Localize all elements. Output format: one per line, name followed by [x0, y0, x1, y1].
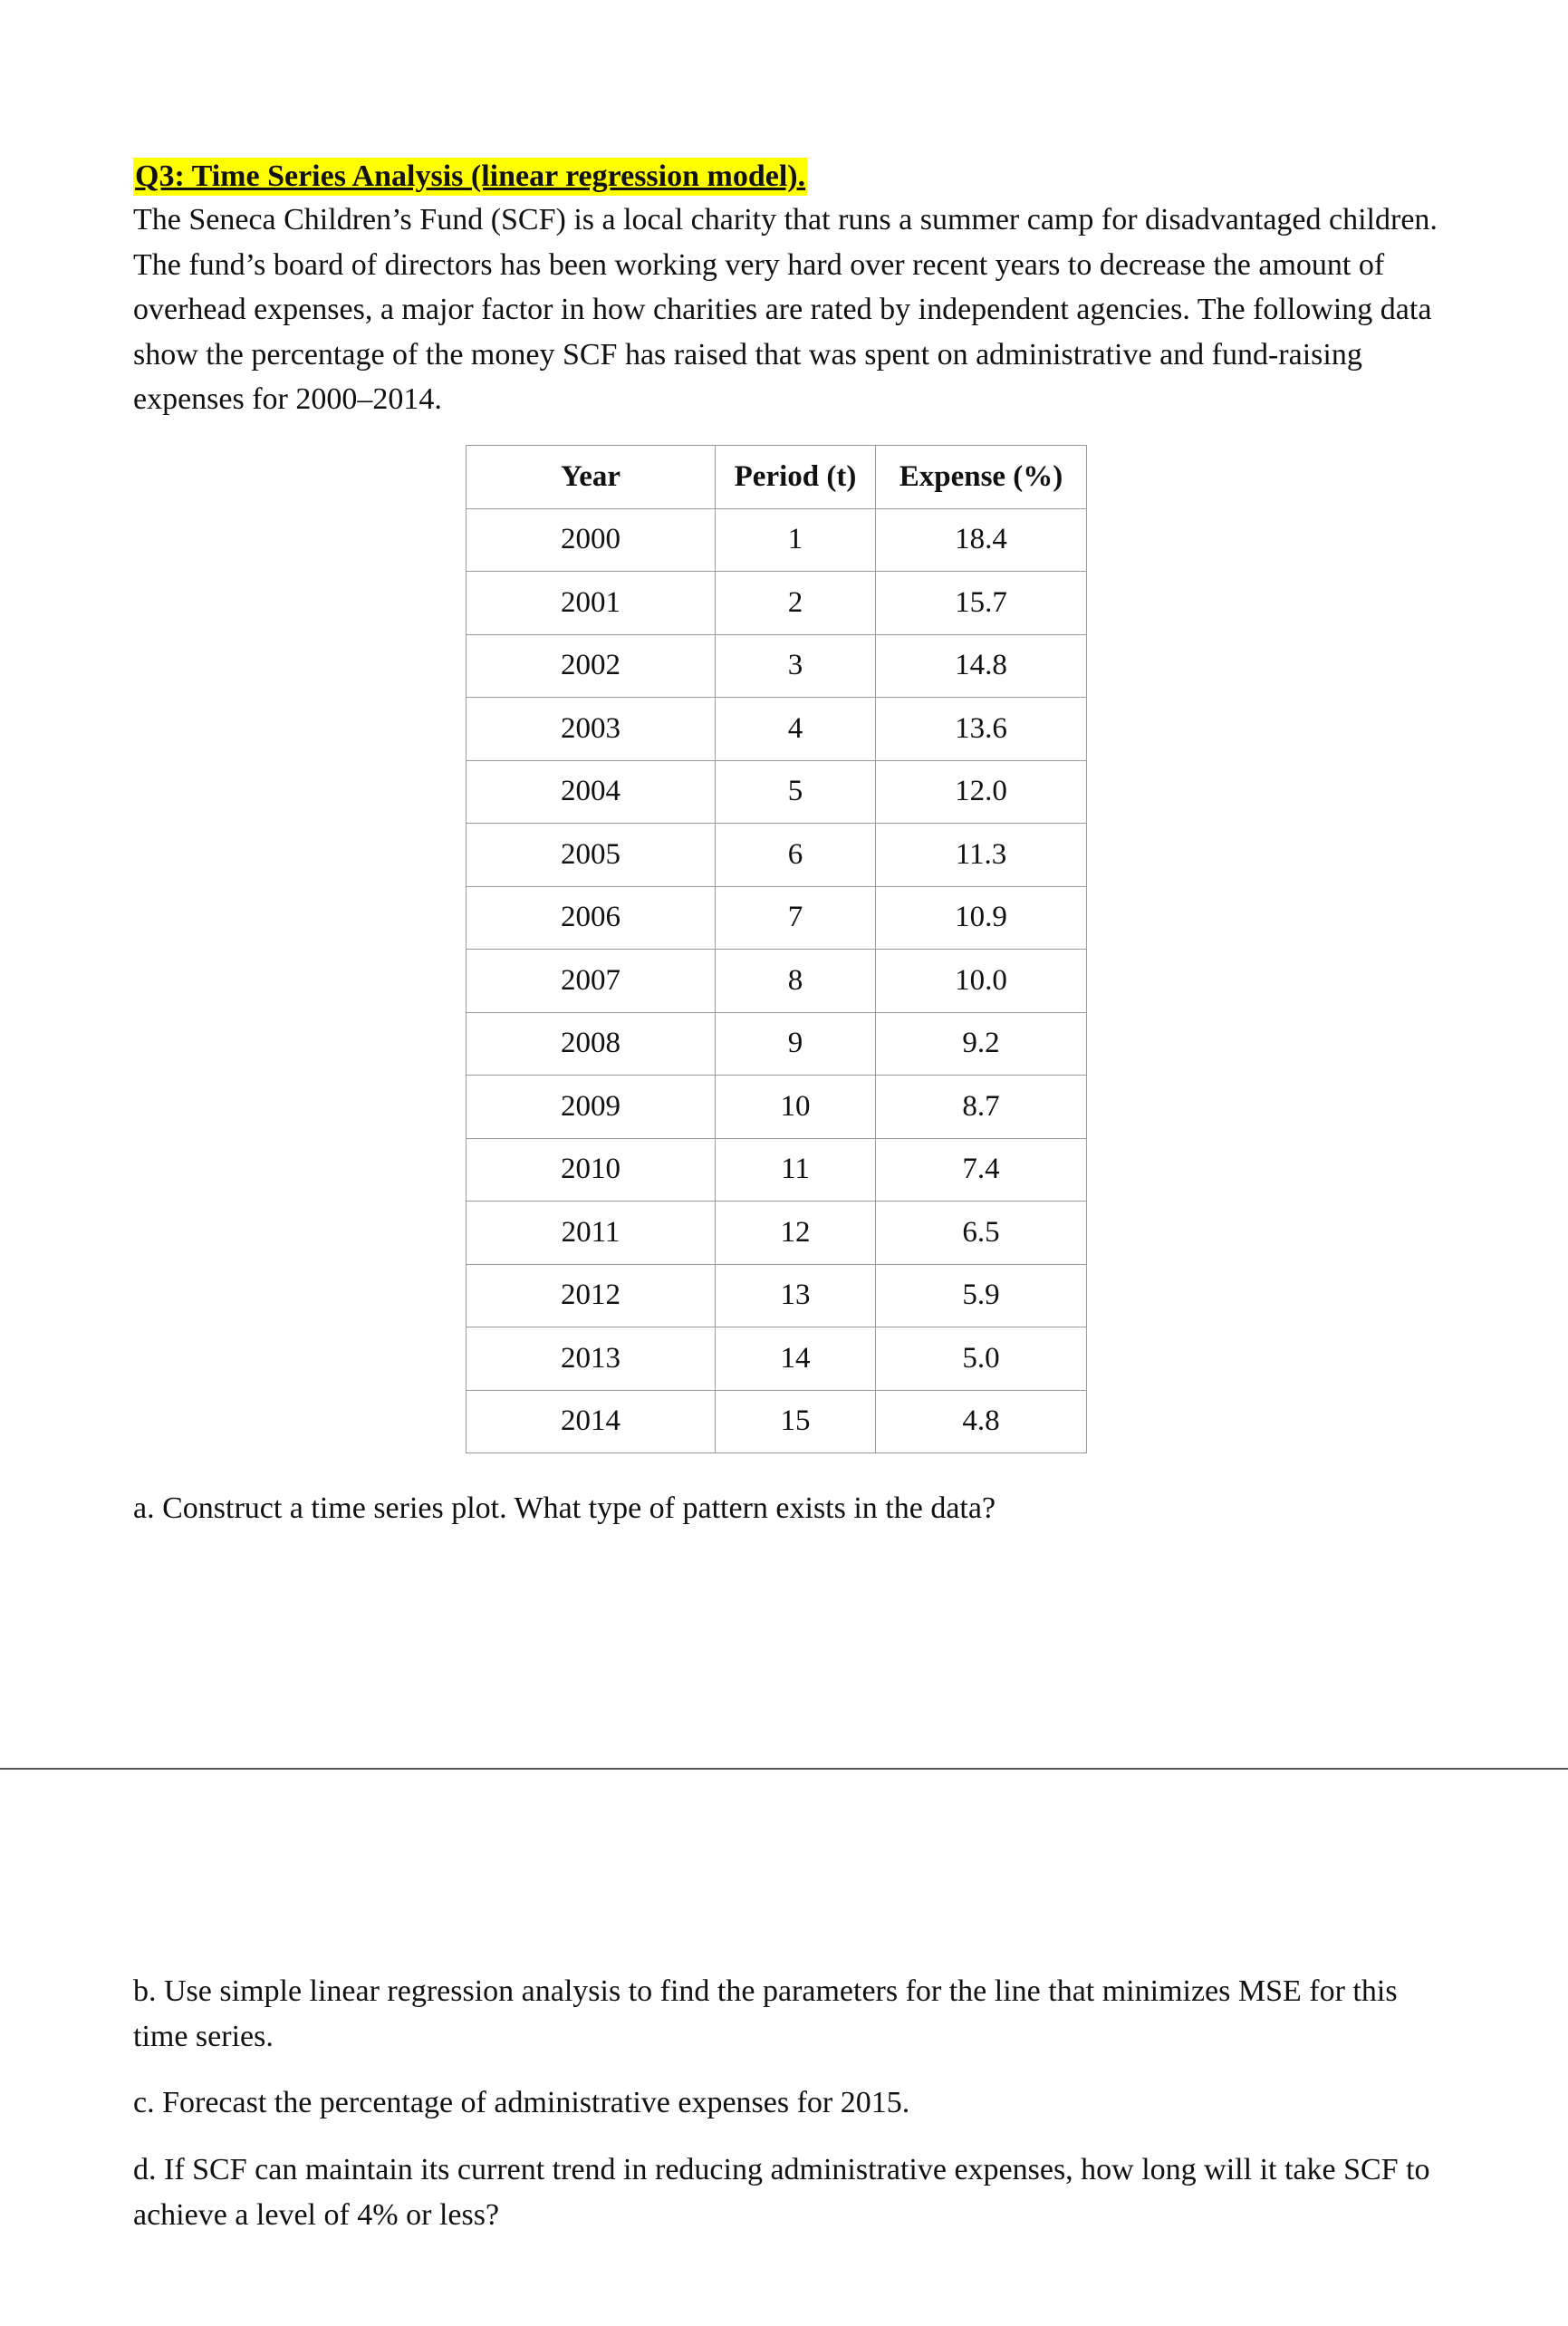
cell-year: 2007	[467, 950, 716, 1013]
table-row	[467, 508, 1087, 572]
cell-period: 7	[716, 886, 876, 950]
cell-expense: 12.0	[876, 760, 1087, 824]
question-a: a. Construct a time series plot. What type of pattern exists in the data?	[133, 1491, 996, 1525]
cell-year: 2002	[467, 634, 716, 698]
table-row	[467, 1264, 1087, 1327]
cell-period: 1	[716, 508, 876, 572]
cell-year: 2003	[467, 698, 716, 761]
table-row	[467, 1138, 1087, 1202]
cell-year: 2008	[467, 1012, 716, 1076]
cell-period: 12	[716, 1202, 876, 1265]
table-row	[467, 760, 1087, 824]
intro-paragraph: The Seneca Children’s Fund (SCF) is a local charity that runs a summer camp for disadvantaged children. The fund’s board of directors has been working very hard over recent years to decrease the amount of overhead expenses, a major factor in how charities are rated by independent agencies. The following data show the percentage of the money SCF has raised that was spent on administrative and fund-raising expenses for 2000–2014.	[133, 203, 1438, 416]
table-row	[467, 634, 1087, 698]
cell-period: 10	[716, 1076, 876, 1139]
cell-expense: 11.3	[876, 824, 1087, 887]
table-header-row	[467, 446, 1087, 509]
cell-period: 15	[716, 1390, 876, 1453]
cell-year: 2001	[467, 572, 716, 635]
cell-expense: 18.4	[876, 508, 1087, 572]
cell-period: 3	[716, 634, 876, 698]
cell-expense: 4.8	[876, 1390, 1087, 1453]
cell-year: 2012	[467, 1264, 716, 1327]
cell-period: 11	[716, 1138, 876, 1202]
table-row	[467, 1012, 1087, 1076]
cell-period: 2	[716, 572, 876, 635]
cell-expense: 14.8	[876, 634, 1087, 698]
cell-year: 2005	[467, 824, 716, 887]
cell-year: 2000	[467, 508, 716, 572]
cell-expense: 8.7	[876, 1076, 1087, 1139]
cell-expense: 10.0	[876, 950, 1087, 1013]
table-row	[467, 1327, 1087, 1391]
cell-expense: 13.6	[876, 698, 1087, 761]
table-row	[467, 886, 1087, 950]
cell-period: 9	[716, 1012, 876, 1076]
cell-year: 2006	[467, 886, 716, 950]
table-row	[467, 572, 1087, 635]
question-b: b. Use simple linear regression analysis to find the parameters for the line that minimizes MSE for this time series.	[133, 1974, 1398, 2053]
header-expense: Expense (%)	[876, 446, 1087, 509]
cell-period: 13	[716, 1264, 876, 1327]
table-row	[467, 950, 1087, 1013]
question-c: c. Forecast the percentage of administrative expenses for 2015.	[133, 2086, 910, 2119]
cell-period: 14	[716, 1327, 876, 1391]
cell-year: 2011	[467, 1202, 716, 1265]
table-row	[467, 824, 1087, 887]
cell-year: 2004	[467, 760, 716, 824]
question-heading: Q3: Time Series Analysis (linear regression model).	[133, 158, 807, 196]
cell-expense: 7.4	[876, 1138, 1087, 1202]
cell-period: 6	[716, 824, 876, 887]
cell-expense: 15.7	[876, 572, 1087, 635]
table-row	[467, 1390, 1087, 1453]
cell-year: 2009	[467, 1076, 716, 1139]
header-year: Year	[467, 446, 716, 509]
page-divider	[0, 1768, 1568, 1770]
table-row	[467, 1202, 1087, 1265]
cell-year: 2014	[467, 1390, 716, 1453]
cell-expense: 5.9	[876, 1264, 1087, 1327]
cell-period: 8	[716, 950, 876, 1013]
cell-expense: 5.0	[876, 1327, 1087, 1391]
cell-expense: 6.5	[876, 1202, 1087, 1265]
cell-expense: 10.9	[876, 886, 1087, 950]
cell-period: 4	[716, 698, 876, 761]
expense-table	[466, 445, 1087, 1453]
cell-period: 5	[716, 760, 876, 824]
cell-expense: 9.2	[876, 1012, 1087, 1076]
question-d: d. If SCF can maintain its current trend in reducing administrative expenses, how long will it take SCF to achieve a level of 4% or less?	[133, 2153, 1430, 2232]
cell-year: 2013	[467, 1327, 716, 1391]
header-period: Period (t)	[716, 446, 876, 509]
cell-year: 2010	[467, 1138, 716, 1202]
table-row	[467, 698, 1087, 761]
table-row	[467, 1076, 1087, 1139]
table-body	[467, 508, 1087, 1453]
